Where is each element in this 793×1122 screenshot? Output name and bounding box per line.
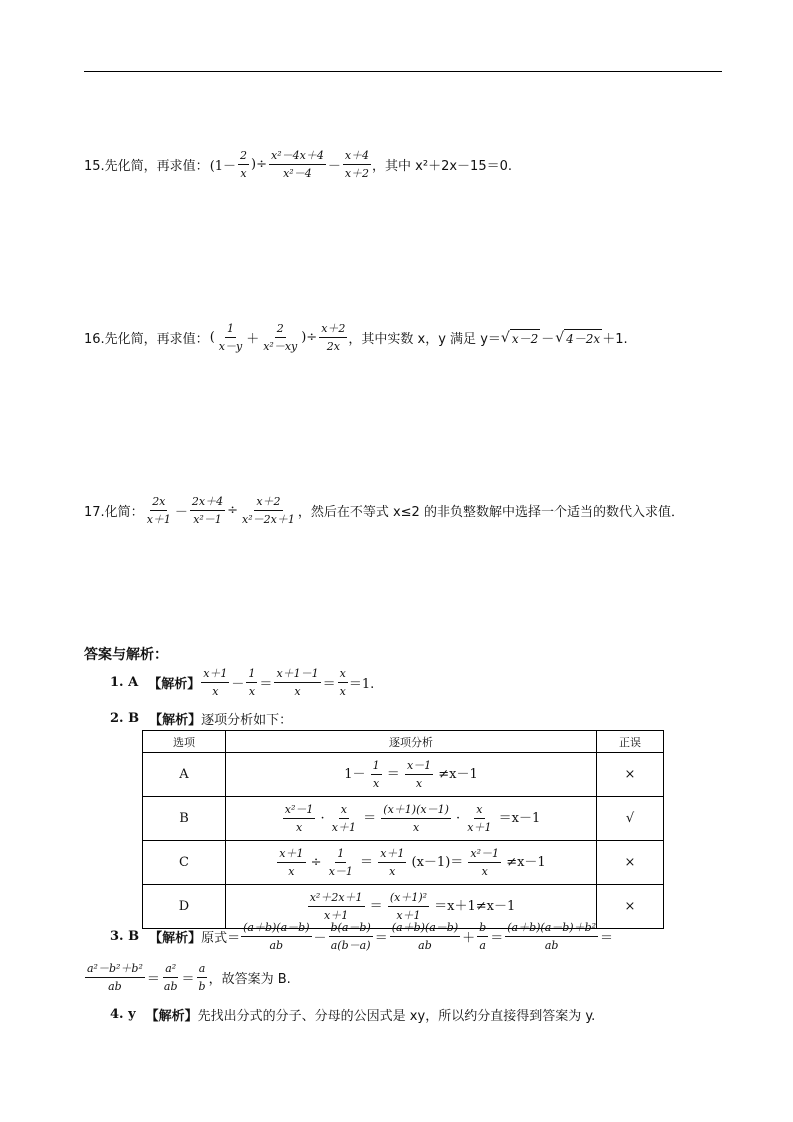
a1-fraction-2: $\frac{1}{x}$ — [248, 667, 256, 698]
a1-eq: ＝ — [322, 677, 336, 692]
analysis-cell: $\frac{x+1}{x}$ ÷ $\frac{1}{x-1}$ ＝ $\frac{x+1}{x}$ (x－1)＝ $\frac{\text{x²－1}}{x}$ ≠x－1 — [226, 841, 597, 885]
a3-l2-fraction-1: $\frac{\text{a²－b²＋b²}}{ab}$ — [87, 962, 143, 993]
q17-fraction-3: $\frac{x+2}{\text{x²－2x＋1}}$ — [242, 495, 295, 526]
q17-fraction-2: $\frac{2x+4}{\text{x²－1}}$ — [191, 495, 224, 526]
q17-prefix: 17.化简： — [84, 505, 144, 520]
a1-fraction-3: $\frac{x+1-1}{x}$ — [276, 667, 319, 698]
q15-prefix: 15.先化简，再求值： — [84, 159, 209, 174]
question-16 — [84, 323, 628, 352]
table-header: 逐项分析 — [226, 731, 597, 753]
option-cell: B — [143, 797, 226, 841]
table-row — [143, 753, 664, 797]
q15-suffix: ，其中 x²＋2x－15＝0. — [372, 159, 512, 174]
answer-3-line-2 — [84, 963, 291, 992]
table-row — [143, 797, 664, 841]
a3-plus: ＋ — [462, 931, 476, 946]
a3-text: 原式＝ — [201, 931, 241, 946]
q16-fraction-2: $\frac{2}{\text{x²－xy}}$ — [263, 322, 298, 353]
a1-label: 1. A — [110, 675, 139, 690]
analysis-cell: $\frac{\text{x²＋2x＋1}}{x+1}$ ＝ $\frac{\text{(x＋1)²}}{x+1}$ ＝x＋1≠x－1 — [226, 885, 597, 929]
a4-text: 先找出分式的分子、分母的公因式是 xy，所以约分直接得到答案为 y. — [197, 1009, 596, 1024]
q15-div: )÷ — [251, 157, 267, 172]
analysis-cell: 1－ $\frac{1}{x}$ ＝ $\frac{x-1}{x}$ ≠x－1 — [226, 753, 597, 797]
q16-mid: ，其中实数 x，y 满足 y＝ — [348, 332, 501, 347]
a1-tag: 【解析】 — [148, 677, 201, 692]
sqrt-icon: √ — [555, 329, 565, 346]
a1-fraction-1: $\frac{x+1}{x}$ — [203, 667, 228, 698]
q16-div: )÷ — [301, 330, 318, 345]
q15-fraction-1: $\frac{2}{x}$ — [240, 149, 248, 180]
answer-2 — [110, 709, 292, 728]
result-cell: √ — [597, 797, 664, 841]
a3-minus: － — [313, 931, 327, 946]
q17-minus: － — [174, 505, 188, 520]
a4-label: 4. y — [110, 1007, 136, 1022]
a1-minus: － — [231, 677, 245, 692]
answer-3 — [110, 922, 614, 951]
table-header: 选项 — [143, 731, 226, 753]
answer-1 — [110, 668, 374, 697]
a2-label: 2. B — [110, 711, 140, 726]
result-cell: × — [597, 753, 664, 797]
analysis-cell: $\frac{\text{x²－1}}{x}$ · $\frac{x}{x+1}$ ＝ $\frac{(x+1)(x-1)}{x}$ · $\frac{x}{x+1}$ ＝x－1 — [226, 797, 597, 841]
q16-end: ＋1. — [602, 332, 628, 347]
a3-eq: ＝ — [490, 931, 504, 946]
a3-fraction-4: $\frac{b}{a}$ — [479, 921, 487, 952]
q15-minus: － — [327, 159, 341, 174]
a3-l2-eq: ＝ — [146, 972, 160, 987]
q17-fraction-1: $\frac{2x}{x+1}$ — [146, 495, 171, 526]
analysis-table — [142, 730, 664, 929]
q15-fraction-2: $\frac{\text{x²－4x＋4}}{\text{x²－4}}$ — [271, 149, 324, 180]
q16-sqrt-2: 4－2x — [564, 329, 602, 347]
table-header-row — [143, 731, 664, 753]
a3-eq: ＝ — [374, 931, 388, 946]
answers-heading: 答案与解析： — [84, 647, 168, 663]
q16-plus: ＋ — [246, 332, 260, 347]
option-cell: A — [143, 753, 226, 797]
q15-open: (1－ — [209, 159, 237, 174]
a3-fraction-3: $\frac{(a+b)(a-b)}{ab}$ — [391, 921, 459, 952]
question-17 — [84, 496, 684, 525]
sqrt-icon: √ — [500, 329, 510, 346]
q16-fraction-1: $\frac{1}{x-y}$ — [218, 322, 243, 353]
q15-fraction-3: $\frac{x+4}{x+2}$ — [344, 149, 370, 180]
q17-suffix: ，然后在不等式 x≤2 的非负整数解中选择一个适当的数代入求值． — [297, 505, 684, 520]
table-header: 正误 — [597, 731, 664, 753]
a2-text: 逐项分析如下： — [201, 713, 293, 728]
a4-tag: 【解析】 — [145, 1009, 198, 1024]
result-cell: × — [597, 885, 664, 929]
table-row — [143, 841, 664, 885]
q16-sqrt-1: x－2 — [510, 329, 540, 347]
a3-l2-end: ，故答案为 B. — [208, 972, 291, 987]
a3-l2-fraction-2: $\frac{\text{a²}}{ab}$ — [163, 962, 178, 993]
a3-tag: 【解析】 — [149, 931, 202, 946]
q17-div: ÷ — [227, 503, 239, 518]
a3-fraction-5: $\frac{\text{(a＋b)(a－b)＋b²}}{ab}$ — [507, 921, 597, 952]
q16-open: ( — [209, 330, 215, 345]
q16-fraction-3: $\frac{x+2}{2x}$ — [321, 322, 346, 353]
result-cell: × — [597, 841, 664, 885]
a3-label: 3. B — [110, 929, 140, 944]
a3-fraction-1: $\frac{(a+b)(a-b)}{ab}$ — [243, 921, 310, 952]
option-cell: D — [143, 885, 226, 929]
option-cell: C — [143, 841, 226, 885]
a2-tag: 【解析】 — [149, 713, 202, 728]
header-rule — [84, 71, 722, 72]
question-15 — [84, 150, 512, 179]
q16-prefix: 16.先化简，再求值： — [84, 332, 209, 347]
a1-fraction-4: $\frac{x}{x}$ — [339, 667, 346, 698]
q16-minus: － — [541, 332, 555, 347]
a3-fraction-2: $\frac{b(a-b)}{a(b-a)}$ — [330, 921, 371, 952]
a1-end: ＝1. — [348, 677, 375, 692]
answer-4 — [110, 1005, 595, 1024]
a1-eq: ＝ — [259, 677, 273, 692]
a3-l2-eq: ＝ — [181, 972, 195, 987]
a3-l2-fraction-3: $\frac{a}{b}$ — [198, 962, 206, 993]
a3-eq: ＝ — [600, 931, 614, 946]
